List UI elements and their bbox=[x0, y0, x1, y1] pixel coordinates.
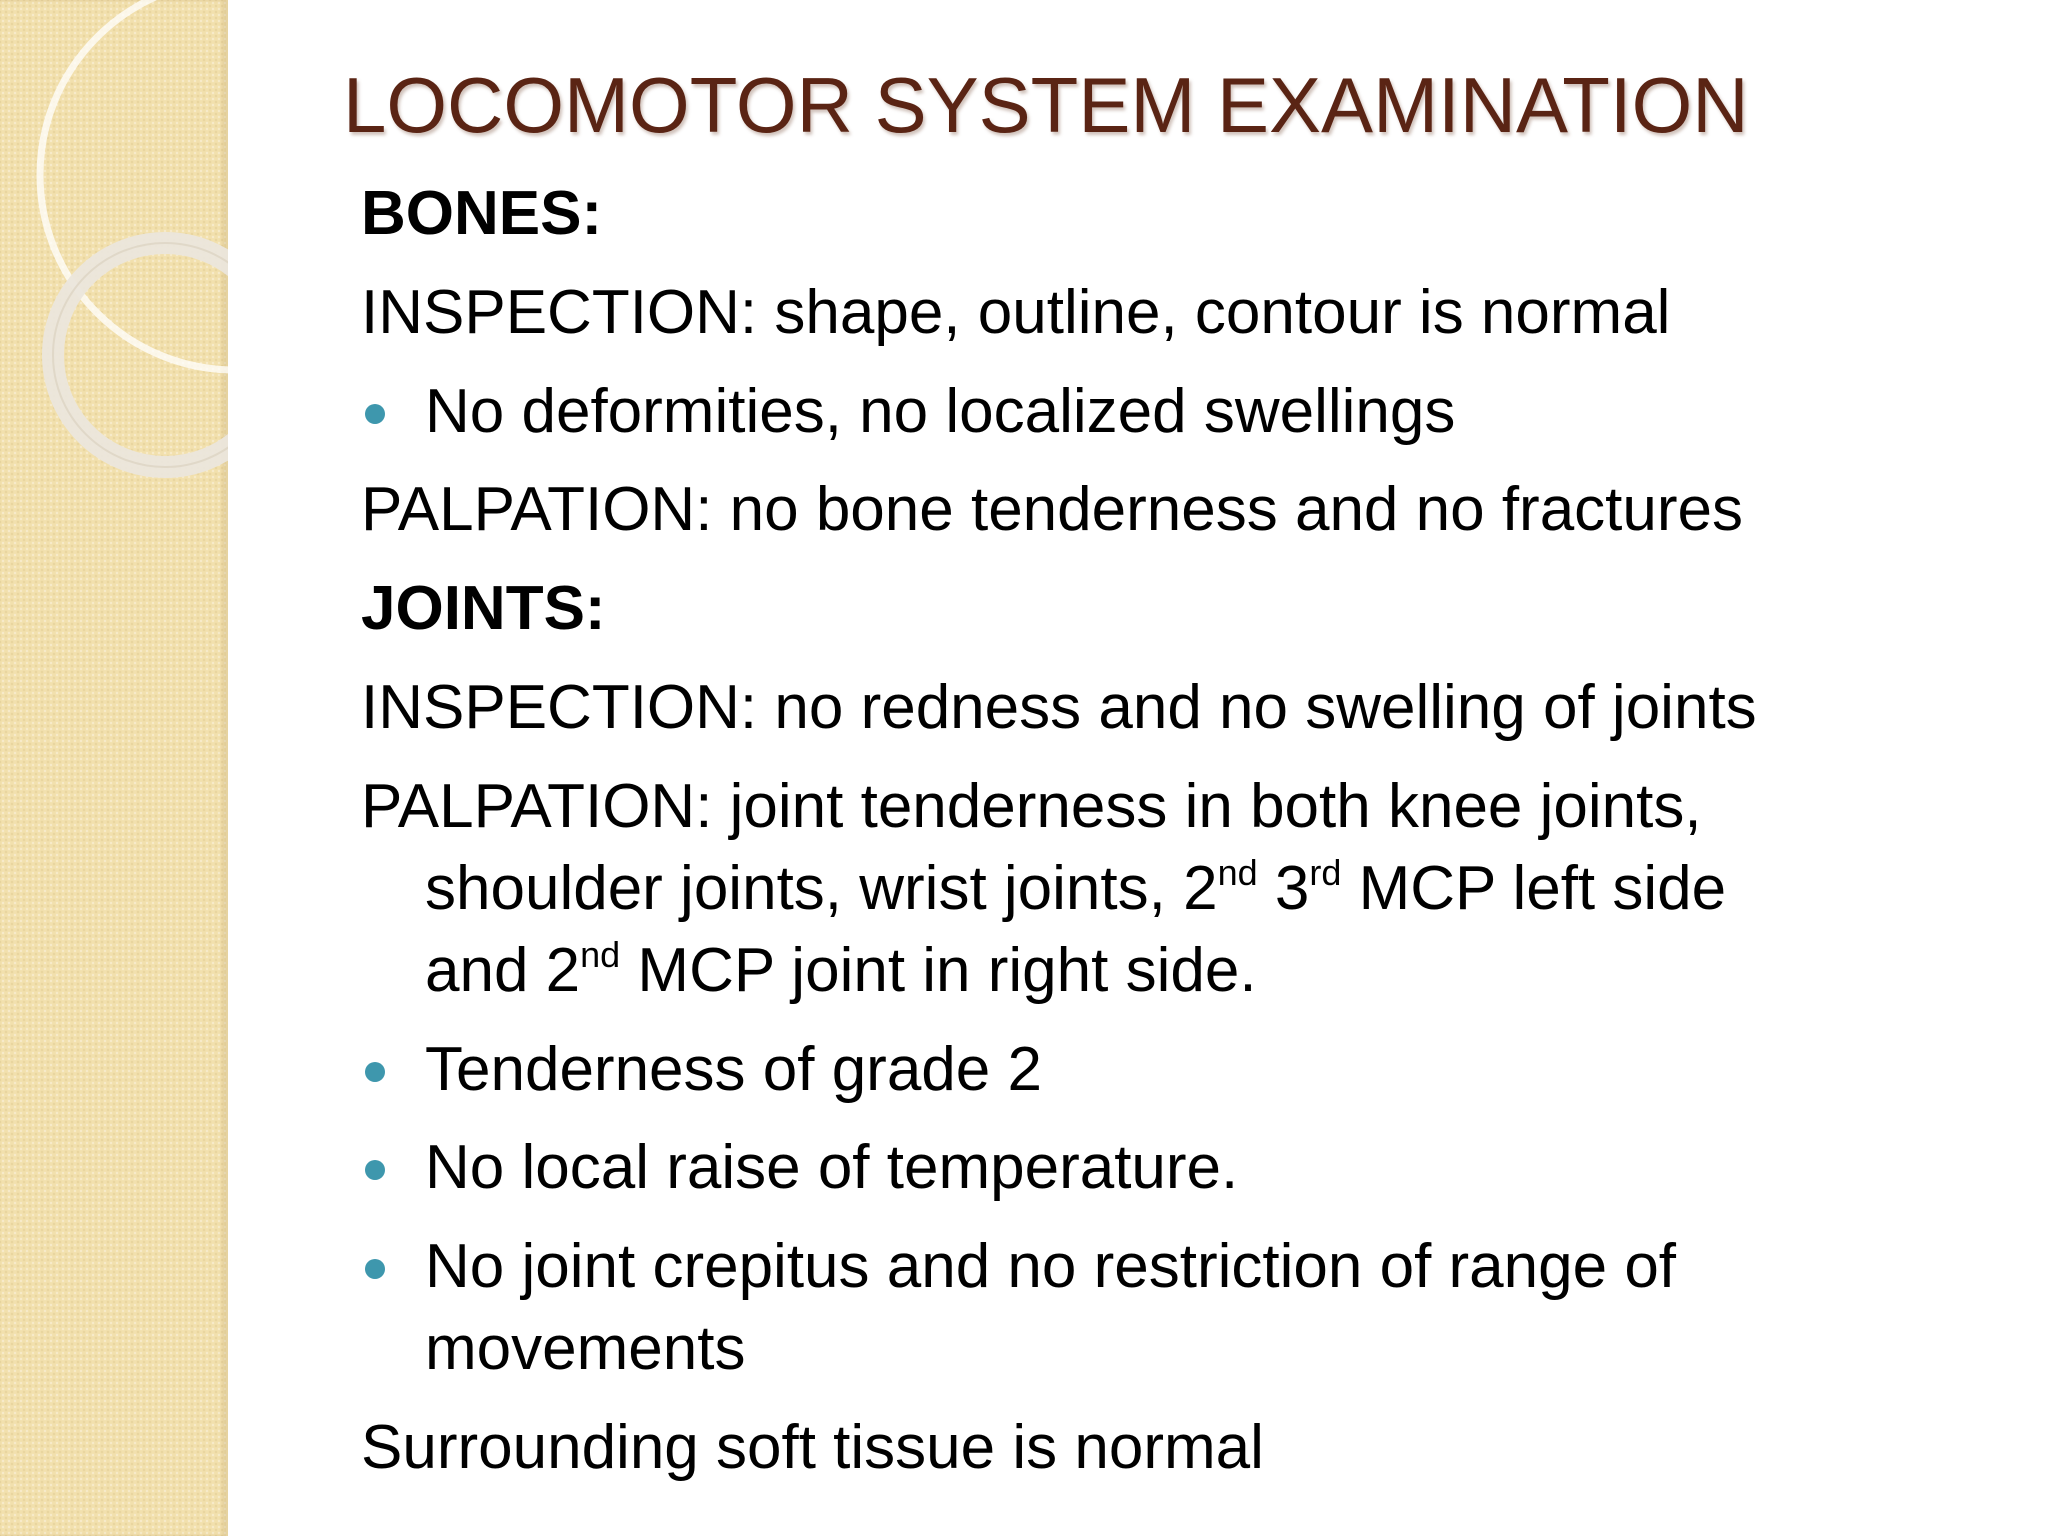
joints-inspection: INSPECTION: no redness and no swelling of joints bbox=[361, 673, 1757, 742]
bones-inspection: INSPECTION: shape, outline, contour is normal bbox=[361, 278, 1671, 347]
bones-heading: BONES: bbox=[361, 179, 603, 248]
ordinal-suffix: nd bbox=[1217, 852, 1258, 893]
bullet-icon bbox=[365, 404, 385, 424]
bullet-icon bbox=[365, 1259, 385, 1279]
palpation-text: MCP joint in right side. bbox=[620, 936, 1257, 1005]
palpation-text: 3 bbox=[1257, 854, 1310, 923]
joints-palpation-line-1: PALPATION: joint tenderness in both knee joints, bbox=[361, 772, 1702, 841]
joints-heading: JOINTS: bbox=[361, 574, 606, 643]
joints-bullet-text: No joint crepitus and no restriction of range of bbox=[425, 1232, 1677, 1301]
surrounding-tissue-note: Surrounding soft tissue is normal bbox=[361, 1413, 1264, 1482]
bullet-icon bbox=[365, 1160, 385, 1180]
joints-bullet-text: Tenderness of grade 2 bbox=[425, 1035, 1042, 1104]
joints-palpation-line-3 bbox=[425, 931, 1257, 1011]
joints-bullet-text: No local raise of temperature. bbox=[425, 1133, 1239, 1202]
palpation-text: and 2 bbox=[425, 936, 581, 1005]
palpation-text: shoulder joints, wrist joints, 2 bbox=[425, 854, 1218, 923]
ordinal-suffix: nd bbox=[580, 934, 621, 975]
bones-palpation: PALPATION: no bone tenderness and no fractures bbox=[361, 475, 1744, 544]
slide-title: LOCOMOTOR SYSTEM EXAMINATION bbox=[343, 61, 1749, 149]
decorative-rings-icon bbox=[0, 0, 228, 520]
bullet-icon bbox=[365, 1062, 385, 1082]
ordinal-suffix: rd bbox=[1309, 852, 1342, 893]
bones-inspection-bullet: No deformities, no localized swellings bbox=[425, 377, 1456, 446]
joints-bullet-continuation: movements bbox=[425, 1314, 746, 1383]
joints-palpation-line-2 bbox=[425, 849, 1726, 929]
palpation-text: MCP left side bbox=[1341, 854, 1727, 923]
